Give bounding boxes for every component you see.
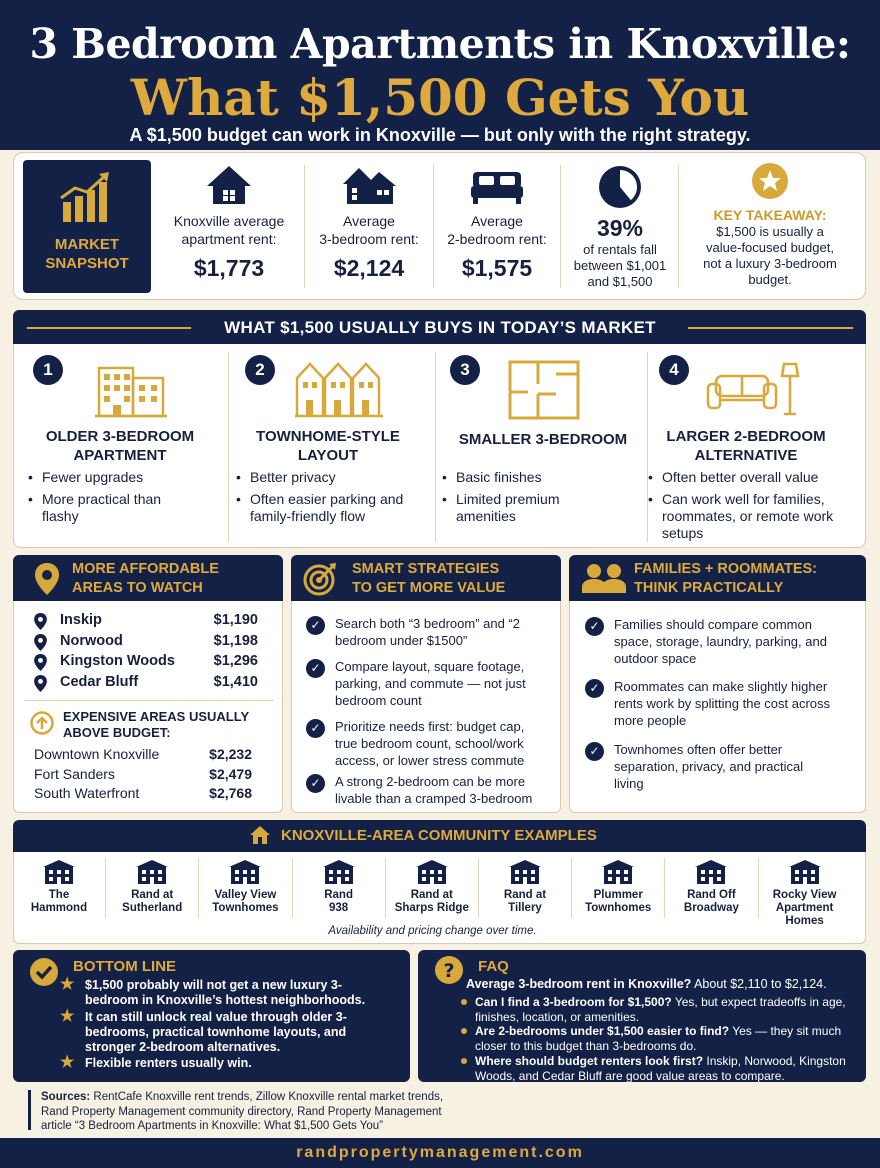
star-badge-icon	[751, 162, 789, 200]
families-item: ✓ Roommates can make slightly higher rents work by splitting the cost across more people	[614, 678, 832, 729]
building-icon	[416, 860, 448, 884]
map-pin-icon	[34, 613, 47, 630]
people-icon	[581, 563, 627, 593]
area-name: Kingston Woods	[60, 653, 175, 669]
snapshot-label-1: MARKET	[54, 236, 120, 253]
area-name: Norwood	[60, 632, 123, 649]
question-circle-icon	[434, 955, 464, 985]
building-icon	[509, 860, 541, 884]
option-number-1: 1	[33, 355, 63, 385]
expensive-area-name: Fort Sanders	[34, 765, 115, 782]
option-number-2: 2	[245, 355, 275, 385]
strategy-item: ✓ Search both “3 bedroom” and “2 bedroom under $1500”	[335, 615, 547, 649]
option-bullets-4: • Often better overall value • Can work well for families, roommates, or remote work setups	[646, 469, 846, 547]
building-icon	[602, 860, 634, 884]
star-icon: ★	[60, 1008, 75, 1025]
avg-2bed-stat: Average 2-bedroom rent: $1,575	[434, 164, 560, 283]
divider	[198, 858, 199, 918]
community-item[interactable]: Rand 938	[294, 860, 384, 915]
building-icon	[43, 860, 75, 884]
arrow-up-circle-icon	[30, 711, 54, 735]
community-item[interactable]: Rand at Tillery	[480, 860, 570, 915]
avg-rent-value: $1,773	[193, 255, 265, 281]
divider	[560, 165, 561, 288]
house-icon	[205, 164, 253, 206]
expensive-area-price: $2,232	[209, 746, 252, 762]
option-title-2: TOWNHOME-STYLE LAYOUT	[256, 428, 400, 464]
check-icon: ✓	[585, 679, 604, 698]
map-pin-icon	[35, 563, 59, 595]
option-title-3: SMALLER 3-BEDROOM	[458, 431, 628, 448]
option-number-3: 3	[450, 355, 480, 385]
community-item[interactable]: Rand at Sharps Ridge	[387, 860, 477, 915]
community-item[interactable]: Valley View Townhomes	[200, 860, 290, 915]
svg-text:?: ?	[443, 960, 455, 982]
expensive-area-name: South Waterfront	[34, 785, 140, 801]
building-icon	[323, 860, 355, 884]
avg-rent-stat: Knoxville average apartment rent: $1,773	[160, 164, 298, 283]
sources-rule	[28, 1090, 31, 1130]
faq-intro: Average 3-bedroom rent in Knoxville? About $2,110 to $2,124.	[466, 977, 827, 991]
check-icon: ✓	[306, 659, 325, 678]
option-bullets-1: • Fewer upgrades • More practical than flashy	[26, 469, 216, 530]
houses-icon	[341, 164, 397, 206]
community-item[interactable]: Rocky View Apartment Homes	[760, 860, 850, 928]
check-icon: ✓	[585, 742, 604, 761]
divider	[664, 858, 665, 918]
townhome-icon	[295, 358, 383, 418]
faq-title: FAQ	[478, 958, 509, 975]
area-price: $1,198	[213, 632, 258, 649]
divider	[571, 858, 572, 918]
area-name: Cedar Bluff	[60, 673, 139, 690]
target-icon	[303, 562, 337, 596]
key-takeaway: KEY TAKEAWAY: $1,500 is usually a value-focused budget, not a luxury 3-bedroom budget.	[680, 162, 860, 288]
check-icon: ✓	[306, 616, 325, 635]
option-title-1: OLDER 3-BEDROOM APARTMENT	[45, 428, 195, 464]
divider	[435, 352, 436, 542]
bar-chart-icon	[59, 170, 117, 226]
area-price: $1,410	[213, 673, 258, 690]
sofa-lamp-icon	[704, 360, 804, 418]
divider	[292, 858, 293, 918]
market-snapshot-label-box	[23, 160, 151, 293]
pie-chart-icon	[597, 164, 643, 210]
star-icon: ★	[60, 1054, 75, 1071]
bottom-line-title: BOTTOM LINE	[73, 958, 177, 975]
bottom-line-box	[13, 950, 410, 1082]
expensive-area-name: Downtown Knoxville	[34, 746, 160, 762]
map-pin-icon	[34, 654, 47, 671]
divider	[385, 858, 386, 918]
faq-item: Can I find a 3-bedroom for $1,500? Yes, but expect tradeoffs in age, finishes, location, or amenities.	[475, 995, 850, 1024]
building-icon	[789, 860, 821, 884]
building-icon	[229, 860, 261, 884]
bullet-dot	[461, 999, 467, 1005]
option-bullets-2: • Better privacy • Often easier parking and family-friendly flow	[234, 469, 424, 530]
community-header	[13, 820, 866, 852]
map-pin-icon	[34, 634, 47, 651]
families-item: ✓ Families should compare common space, storage, laundry, parking, and outdoor space	[614, 616, 832, 667]
floor-plan-icon	[508, 360, 580, 420]
avg-3bed-value: $2,124	[333, 255, 405, 281]
strategy-item: ✓ A strong 2-bedroom can be more livable than a cramped 3-bedroom	[335, 773, 547, 807]
check-circle-icon	[29, 957, 59, 987]
bottom-line-item: ★ It can still unlock real value through older 3-bedrooms, practical townhome layouts, and stronger 2-bedroom alternatives.	[60, 1008, 347, 1054]
sources: Sources: RentCafe Knoxville rent trends, Zillow Knoxville rental market trends, Rand Property Management community directory, Rand Property Management article “3 Bedroom Apartments in Knoxville: What $1,500 Gets You”	[41, 1091, 444, 1132]
house-icon	[249, 825, 271, 845]
check-icon: ✓	[306, 719, 325, 738]
rental-share-value: 39%	[596, 215, 644, 241]
avg-2bed-value: $1,575	[461, 255, 533, 281]
strategies-panel-header: SMART STRATEGIES TO GET MORE VALUE	[291, 555, 561, 601]
community-item[interactable]: Plummer Townhomes	[573, 860, 663, 915]
check-icon: ✓	[306, 774, 325, 793]
bullet-dot	[461, 1058, 467, 1064]
strategy-item: ✓ Compare layout, square footage, parking, and commute — not just bedroom count	[335, 658, 547, 709]
check-icon: ✓	[585, 617, 604, 636]
areas-panel-header: MORE AFFORDABLE AREAS TO WATCH	[13, 555, 283, 601]
expensive-area-price: $2,768	[209, 785, 252, 801]
bottom-line-item: ★ $1,500 probably will not get a new luxury 3-bedroom in Knoxville’s hottest neighborhoods.	[60, 976, 366, 1007]
faq-item: Are 2-bedrooms under $1,500 easier to find? Yes — they sit much closer to this budget than 3-bedrooms do.	[475, 1024, 850, 1053]
divider	[758, 858, 759, 918]
rental-share-stat: 39% of rentals fall between $1,001 and $1,500	[562, 164, 678, 290]
avg-3bed-stat: Average 3-bedroom rent: $2,124	[305, 164, 433, 283]
families-item: ✓ Townhomes often offer better separation, privacy, and practical living	[614, 741, 832, 792]
strategy-item: ✓ Prioritize needs first: budget cap, true bedroom count, school/work access, or lower stress commute	[335, 718, 547, 769]
community-note: Availability and pricing change over time.	[328, 925, 537, 937]
bullet-dot	[461, 1028, 467, 1034]
community-item[interactable]: Rand at Sutherland	[107, 860, 197, 915]
faq-box	[418, 950, 866, 1082]
faq-item: Where should budget renters look first? Inskip, Norwood, Kingston Woods, and Cedar Bluff are good value areas to compare.	[475, 1054, 850, 1083]
divider	[678, 165, 679, 288]
option-number-4: 4	[659, 355, 689, 385]
divider	[24, 700, 274, 701]
expensive-areas-title: EXPENSIVE AREAS USUALLY ABOVE BUDGET:	[63, 709, 250, 740]
option-bullets-3: • Basic finishes • Limited premium amenities	[440, 469, 630, 530]
apartment-building-icon	[95, 358, 167, 418]
buys-section-title: WHAT $1,500 USUALLY BUYS IN TODAY’S MARKET	[224, 318, 656, 337]
divider	[105, 858, 106, 918]
header	[0, 0, 880, 150]
area-price: $1,296	[213, 653, 258, 669]
snapshot-label-2: SNAPSHOT	[45, 255, 129, 272]
community-item[interactable]: Rand Off Broadway	[666, 860, 756, 915]
area-price: $1,190	[213, 612, 258, 628]
expensive-area-price: $2,479	[209, 765, 252, 782]
building-icon	[136, 860, 168, 884]
community-item[interactable]: The Hammond	[14, 860, 104, 915]
area-name: Inskip	[60, 612, 102, 628]
subtitle: A $1,500 budget can work in Knoxville — but only with the right strategy.	[129, 125, 751, 145]
building-icon	[695, 860, 727, 884]
bottom-line-item: ★ Flexible renters usually win.	[60, 1054, 252, 1071]
title-line-2: What $1,500 Gets You	[130, 68, 750, 127]
community-title: KNOXVILLE-AREA COMMUNITY EXAMPLES	[281, 827, 597, 844]
divider	[478, 858, 479, 918]
footer-url[interactable]: randpropertymanagement.com	[0, 1138, 880, 1168]
map-pin-icon	[34, 675, 47, 692]
families-panel-header: FAMILIES + ROOMMATES: THINK PRACTICALLY	[569, 555, 866, 601]
option-title-4: LARGER 2-BEDROOM ALTERNATIVE	[666, 428, 826, 464]
title-line-1: 3 Bedroom Apartments in Knoxville:	[29, 20, 851, 68]
star-icon: ★	[60, 976, 75, 993]
bed-icon	[469, 164, 525, 206]
